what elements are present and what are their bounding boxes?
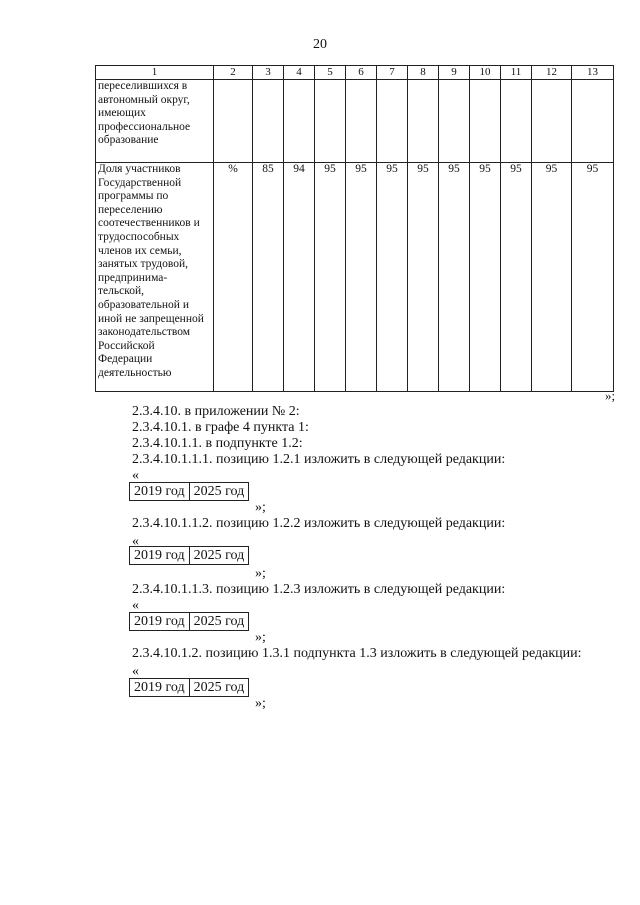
year-cell: 2019 год	[130, 547, 190, 565]
value-cell: 95	[572, 163, 614, 392]
column-number: 5	[315, 66, 346, 80]
opening-quote: «	[132, 534, 139, 549]
column-number: 6	[346, 66, 377, 80]
year-cell: 2025 год	[189, 547, 249, 565]
value-cell: 95	[377, 163, 408, 392]
amendment-line: 2.3.4.10.1.1.3. позицию 1.2.3 изложить в следующей редакции:	[132, 582, 506, 597]
table-closing-quote: »;	[605, 388, 616, 403]
amendment-line: 2.3.4.10.1.2. позицию 1.3.1 подпункта 1.3 изложить в следующей редакции:	[132, 646, 582, 661]
column-number: 7	[377, 66, 408, 80]
opening-quote: «	[132, 664, 139, 679]
value-cell: 95	[439, 163, 470, 392]
column-number: 3	[253, 66, 284, 80]
year-cell: 2025 год	[189, 679, 249, 697]
page-number: 20	[313, 37, 327, 52]
closing-quote: »;	[255, 500, 266, 515]
years-table	[129, 482, 249, 501]
value-cell: 95	[501, 163, 532, 392]
amendment-line: 2.3.4.10.1. в графе 4 пункта 1:	[132, 420, 309, 435]
opening-quote: «	[132, 598, 139, 613]
indicator-name: Доля участников Государственной программы по переселению соотечественников и трудоспособных членов их семьи, занятых трудовой, предпринима-тельской, образовательной и иной не запрещенной законодательством Российской Федерации деятельностью	[96, 163, 214, 392]
column-number: 1	[96, 66, 214, 80]
value-cell: 95	[408, 163, 439, 392]
year-cell: 2019 год	[130, 613, 190, 631]
closing-quote: »;	[255, 630, 266, 645]
column-number: 12	[532, 66, 572, 80]
indicator-name: переселившихся в автономный округ, имеющих профессиональное образование	[96, 80, 214, 163]
years-table	[129, 546, 249, 565]
value-cell: 95	[470, 163, 501, 392]
column-number: 10	[470, 66, 501, 80]
table-row	[96, 80, 614, 163]
column-number: 9	[439, 66, 470, 80]
column-number: 8	[408, 66, 439, 80]
column-number: 4	[284, 66, 315, 80]
unit-cell: %	[214, 163, 253, 392]
amendment-line: 2.3.4.10. в приложении № 2:	[132, 404, 300, 419]
amendment-line: 2.3.4.10.1.1.1. позицию 1.2.1 изложить в следующей редакции:	[132, 452, 506, 467]
value-cell: 85	[253, 163, 284, 392]
amendment-line: 2.3.4.10.1.1.2. позицию 1.2.2 изложить в следующей редакции:	[132, 516, 506, 531]
closing-quote: »;	[255, 696, 266, 711]
table-header-row	[96, 66, 614, 80]
year-cell: 2019 год	[130, 679, 190, 697]
value-cell: 95	[532, 163, 572, 392]
indicators-table	[95, 65, 614, 392]
years-table	[129, 678, 249, 697]
amendment-line: 2.3.4.10.1.1. в подпункте 1.2:	[132, 436, 303, 451]
value-cell: 95	[346, 163, 377, 392]
closing-quote: »;	[255, 566, 266, 581]
column-number: 2	[214, 66, 253, 80]
year-cell: 2019 год	[130, 483, 190, 501]
column-number: 11	[501, 66, 532, 80]
year-cell: 2025 год	[189, 613, 249, 631]
value-cell: 94	[284, 163, 315, 392]
years-table	[129, 612, 249, 631]
column-number: 13	[572, 66, 614, 80]
table-row	[96, 163, 614, 392]
opening-quote: «	[132, 468, 139, 483]
value-cell: 95	[315, 163, 346, 392]
year-cell: 2025 год	[189, 483, 249, 501]
